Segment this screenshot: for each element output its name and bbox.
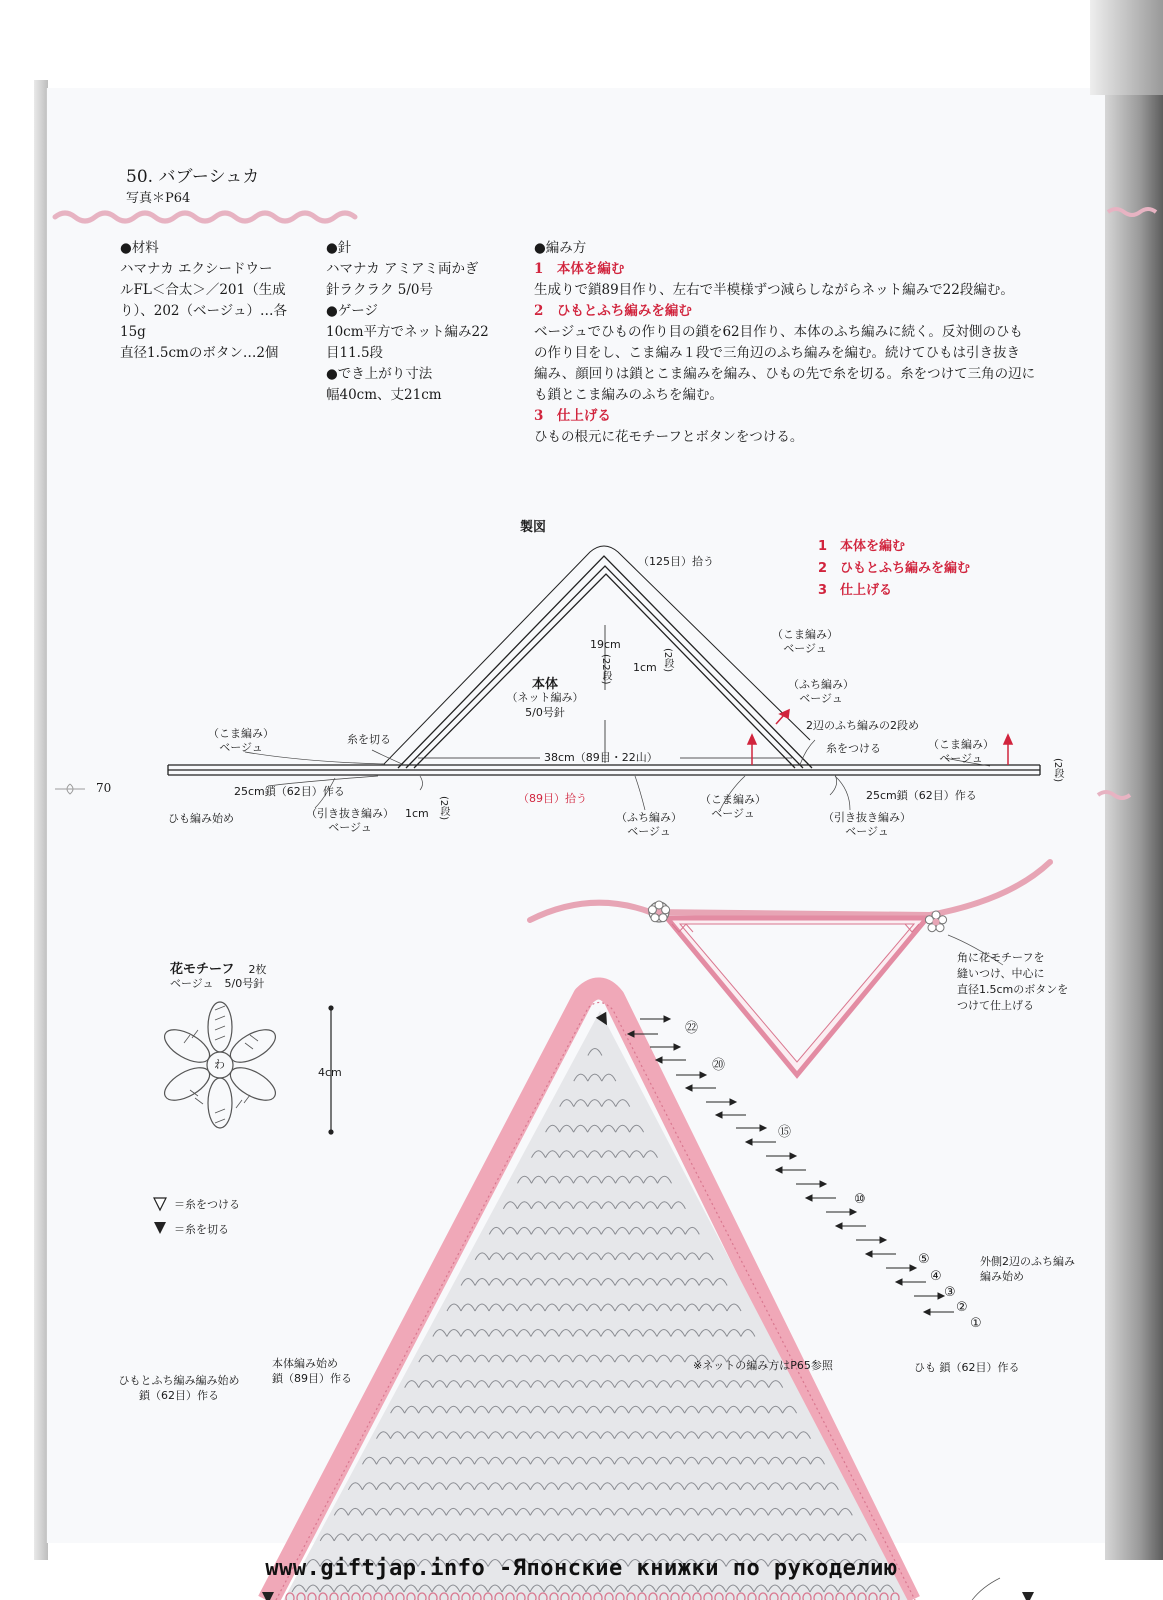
label-line: ベージュ xyxy=(328,821,372,834)
border-rows: (2段) xyxy=(662,648,673,673)
note-line: 直径1.5cmのボタンを xyxy=(957,983,1069,996)
schematic-order xyxy=(818,536,970,602)
row-arrow-head xyxy=(686,1085,692,1091)
page-number-ornament xyxy=(55,784,85,794)
tie-label: ひも 鎖（62目）作る xyxy=(914,1361,1020,1374)
label-line: ベージュ xyxy=(219,741,263,754)
label-line: ベージュ xyxy=(783,642,827,655)
watermark-footer: www.giftjap.info -Японские книжки по рукоделию xyxy=(265,1556,898,1581)
row-label: ② xyxy=(956,1300,968,1315)
materials-line: 15g xyxy=(120,324,146,340)
row-arrow-head xyxy=(664,1016,670,1022)
bottom-sc-label xyxy=(690,793,776,821)
row-label: ④ xyxy=(930,1269,942,1284)
step2-line: 編み、顔回りは鎖とこま編みを編み、ひもの先で糸を切る。糸をつけて三角の辺に xyxy=(534,366,1036,382)
row-label: ⑤ xyxy=(918,1252,930,1267)
needle-line: 針ラクラク 5/0号 xyxy=(326,282,434,298)
method-section xyxy=(534,238,1035,448)
row-arrow-head xyxy=(746,1139,752,1145)
label-line: （引き抜き編み） xyxy=(306,807,394,820)
row-label: ① xyxy=(970,1316,982,1331)
label-line: （こま編み） xyxy=(700,793,766,806)
materials-section xyxy=(120,238,287,364)
bottom-border-cm: 1cm xyxy=(405,807,429,820)
label-line: 編み始め xyxy=(980,1270,1024,1283)
order-item: 3 仕上げる xyxy=(818,583,893,598)
slip-left-label xyxy=(298,807,402,835)
crochet-chart xyxy=(140,988,1034,1600)
row-arrow-head xyxy=(790,1153,796,1159)
row-arrow-head xyxy=(924,1309,930,1315)
height-cm: 19cm xyxy=(590,638,621,651)
label-line: ベージュ xyxy=(799,692,843,705)
label-line: （ふち編み） xyxy=(616,811,682,824)
materials-heading: ●材料 xyxy=(120,240,159,256)
width-label: 38cm（89目・22山） xyxy=(544,751,658,764)
slip-right-label xyxy=(815,811,919,839)
row-label: ③ xyxy=(944,1285,956,1300)
page-title: 50. バブーシュカ xyxy=(126,167,260,187)
flower-count: 2枚 xyxy=(248,963,267,976)
step1-title: 1 本体を編む xyxy=(534,261,625,277)
left-sc-label xyxy=(198,727,284,755)
photo-reference: 写真＊P64 xyxy=(126,191,191,206)
attach-yarn-label: 糸をつける xyxy=(826,742,881,755)
flower-title: 花モチーフ xyxy=(170,962,235,977)
title-ribbon-icon xyxy=(55,213,355,221)
side-ribbon-icon xyxy=(1108,209,1156,215)
row-arrow-head xyxy=(716,1112,722,1118)
row-arrow-head xyxy=(880,1237,886,1243)
row-label: ㉒ xyxy=(685,1021,699,1036)
row-arrow-head xyxy=(760,1125,766,1131)
right-edge-label xyxy=(778,678,864,706)
bottom-edge-label xyxy=(606,811,692,839)
step2-title: 2 ひもとふち編みを編む xyxy=(534,303,692,319)
left-chain-label: 25cm鎖（62目）作る xyxy=(234,785,345,798)
body-stitch: （ネット編み） xyxy=(506,691,584,704)
body-needle: 5/0号針 xyxy=(525,706,565,719)
cut-yarn-label: 糸を切る xyxy=(347,733,391,746)
body-title: 本体 xyxy=(532,677,559,692)
flower-title-row xyxy=(170,958,267,977)
gauge-heading: ●ゲージ xyxy=(326,303,379,319)
label-line: （こま編み） xyxy=(772,628,838,641)
right-sc-label xyxy=(762,628,848,656)
row-label: ⑩ xyxy=(854,1192,866,1207)
finishing-note xyxy=(957,950,1068,1014)
row-arrow-head xyxy=(910,1265,916,1271)
needle-heading: ●針 xyxy=(326,240,352,256)
row-label: ⑮ xyxy=(778,1125,792,1140)
attach-yarn-icon xyxy=(154,1198,166,1210)
label-line: ベージュ xyxy=(939,752,983,765)
step1-line: 生成りで鎖89目作り、左右で半模様ずつ減らしながらネット編みで22段編む。 xyxy=(534,282,1014,298)
step2-line: も鎖とこま編みのふちを編む。 xyxy=(534,387,723,403)
label-line: ベージュ xyxy=(627,825,671,838)
materials-line: ハマナカ エクシードウー xyxy=(120,261,273,277)
label-line: （こま編み） xyxy=(208,727,274,740)
tie-start-label: ひも編み始め xyxy=(168,812,234,825)
row-arrow-head xyxy=(866,1251,872,1257)
needle-line: ハマナカ アミアミ両かぎ xyxy=(326,261,479,277)
label-line: ベージュ xyxy=(711,807,755,820)
pickup-89-label: （89目）拾う xyxy=(518,792,587,805)
label-line: （ふち編み） xyxy=(788,678,854,691)
label-line: ひもとふち編み編み始め xyxy=(118,1374,240,1387)
row-arrow-head xyxy=(820,1181,826,1187)
row-arrow-head xyxy=(730,1099,736,1105)
materials-line: 直径1.5cmのボタン…2個 xyxy=(120,345,279,361)
row-arrow-head xyxy=(850,1209,856,1215)
border-cm: 1cm xyxy=(633,661,657,674)
top-pickup-label: （125目）拾う xyxy=(638,555,714,568)
row-label: ⑳ xyxy=(712,1058,726,1073)
note-line: つけて仕上げる xyxy=(957,999,1034,1012)
flower-size: 4cm xyxy=(318,1066,342,1079)
label-line: ベージュ xyxy=(845,825,889,838)
order-item: 1 本体を編む xyxy=(818,539,906,554)
row-arrow-head xyxy=(896,1279,902,1285)
step3-title: 3 仕上げる xyxy=(534,408,611,424)
net-reference: ※ネットの編み方はP65参照 xyxy=(693,1359,833,1372)
body-start-label xyxy=(272,1356,352,1386)
schematic-title: 製図 xyxy=(520,520,547,535)
row-arrow-head xyxy=(776,1167,782,1173)
flower-motif-icon xyxy=(648,901,669,922)
tie-edge-start-label xyxy=(108,1373,250,1403)
legend-cut: ＝糸を切る xyxy=(174,1223,229,1236)
step2-line: の作り目をし、こま編み１段で三角辺のふち編みを編む。続けてひもは引き抜き xyxy=(534,345,1020,361)
label-line: 鎖（62目）作る xyxy=(139,1389,219,1402)
step3-line: ひもの根元に花モチーフとボタンをつける。 xyxy=(534,429,804,445)
label-line: （引き抜き編み） xyxy=(823,811,911,824)
legend-attach: ＝糸をつける xyxy=(174,1198,240,1211)
two-side-edge-label: 2辺のふち編みの2段め xyxy=(806,719,919,732)
row-arrow-head xyxy=(674,1044,680,1050)
right-rows: (2段) xyxy=(1052,758,1063,783)
step2-line: ベージュでひもの作り目の鎖を62目作り、本体のふち編みに続く。反対側のひも xyxy=(534,324,1023,340)
flower-yarn: ベージュ 5/0号針 xyxy=(170,977,265,990)
note-line: 角に花モチーフを xyxy=(957,951,1045,964)
bottom-border-rows: (2段) xyxy=(438,796,449,821)
label-line: 鎖（89目）作る xyxy=(272,1372,352,1385)
gauge-line: 目11.5段 xyxy=(326,345,384,361)
flower-center-ring: わ xyxy=(214,1058,225,1071)
method-heading: ●編み方 xyxy=(534,240,587,256)
side-ribbon-icon-2 xyxy=(1098,792,1130,798)
needle-section xyxy=(326,238,489,406)
row-arrow-head xyxy=(806,1195,812,1201)
note-line: 縫いつけ、中心に xyxy=(957,967,1045,980)
materials-line: り）、202（ベージュ）…各 xyxy=(120,303,287,319)
row-arrow-head xyxy=(836,1223,842,1229)
order-item: 2 ひもとふち編みを編む xyxy=(818,561,971,576)
label-line: （こま編み） xyxy=(928,738,994,751)
right-chain-label: 25cm鎖（62目）作る xyxy=(866,789,977,802)
gauge-line: 10cm平方でネット編み22 xyxy=(326,324,489,340)
label-line: 本体編み始め xyxy=(272,1357,338,1370)
row-arrow-head xyxy=(700,1072,706,1078)
size-heading: ●でき上がり寸法 xyxy=(326,366,433,382)
height-rows: (22段) xyxy=(600,654,611,685)
page-number: 70 xyxy=(96,781,112,795)
cut-yarn-icon xyxy=(154,1222,166,1234)
size-line: 幅40cm、丈21cm xyxy=(326,387,442,403)
far-right-sc-label xyxy=(918,738,1004,766)
label-line: 外側2辺のふち編み xyxy=(980,1255,1075,1268)
materials-line: ルFL＜合太＞／201（生成 xyxy=(120,282,286,298)
outer-edge-start xyxy=(980,1254,1075,1284)
